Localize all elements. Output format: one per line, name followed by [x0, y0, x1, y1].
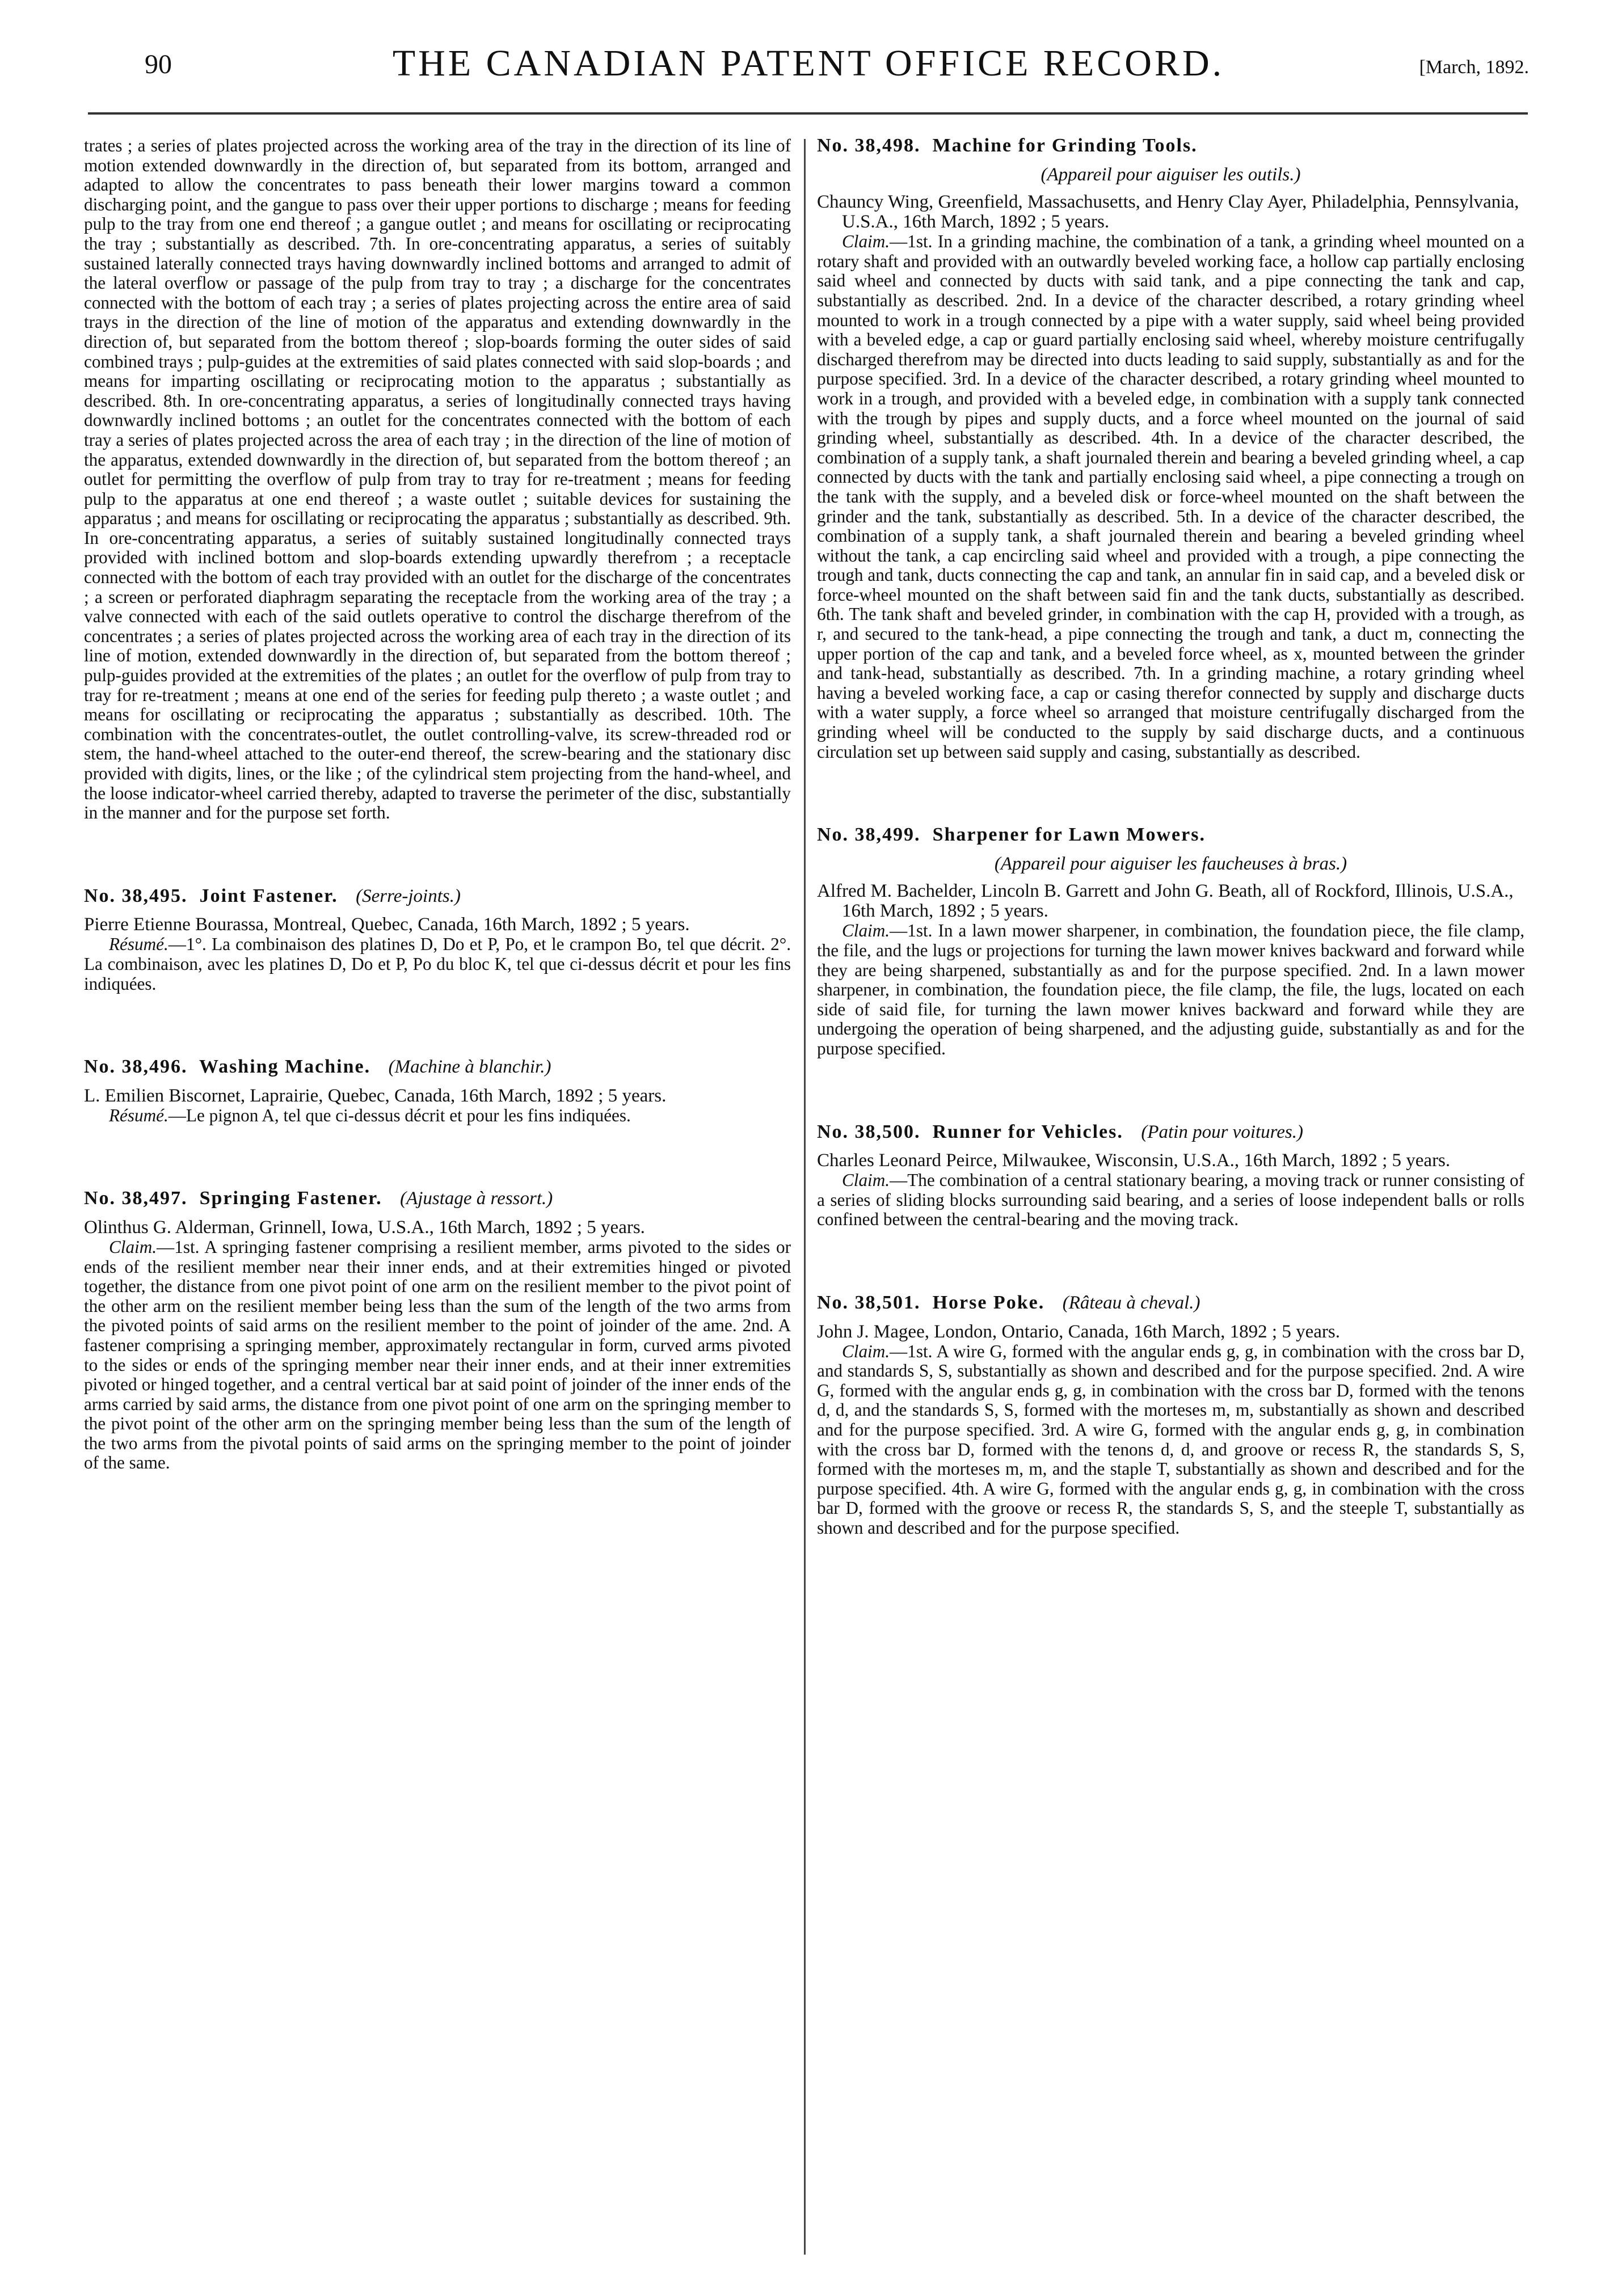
patent-entry-38497 [84, 1189, 791, 1473]
claim-text: —1st. A springing fastener comprising a resilient member, arms pivoted to the sides or ends of the resilient member near their inner ends, and at their extremities hinged or pivoted together, the distance from one pivot point of one arm on the resilient member to the pivot point of the other arm on the resilient member being less than the sum of the length of the two arms from the pivoted points of said arms on the resilient member to the point of joinder of the ame. 2nd. A fastener comprising a springing member, approximately rectangular in form, curved arms pivoted to the sides or ends of the springing member near their inner ends, and at their inner extremities pivoted or hinged together, and a central vertical bar at said point of joinder of the inner ends of the arms carried by said arms, the distance from one pivot point of one arm on the springing member to the pivot point of the other arm on the springing member being less than the sum of the length of the two arms from the pivotal points of said arms on the springing member to the point of joinder of the same. [84, 1236, 791, 1473]
claim-text: —1st. In a lawn mower sharpener, in combination, the foundation piece, the file clamp, the file, and the lugs or projections for turning the lawn mower knives backward and forward while they are being sharpened, substantially as and for the purpose specified. 2nd. In a lawn mower sharpener, in combination, the foundation piece, the file clamp, the file, the lugs, located on each side of said file, for turning the lawn mower knives backward and forward while they are undergoing the operation of being sharpened, and the adjusting guide, substantially as and for the purpose specified. [817, 921, 1524, 1058]
inventor-line: Charles Leonard Peirce, Milwaukee, Wisconsin, U.S.A., 16th March, 1892 ; 5 years. [817, 1150, 1451, 1171]
page-number: 90 [145, 49, 172, 79]
claim-label: Claim. [842, 921, 890, 941]
inventor-line: Olinthus G. Alderman, Grinnell, Iowa, U.S.A., 16th March, 1892 ; 5 years. [84, 1217, 645, 1238]
page-header [88, 42, 1529, 87]
claim-paragraph [817, 232, 1524, 762]
claim-label: Claim. [109, 1236, 157, 1257]
inventor-line: Alfred M. Bachelder, Lincoln B. Garrett and John G. Beath, all of Rockford, Illinois, U.S.A., 16th March, 1892 ; 5 years. [817, 881, 1514, 922]
patent-title: Springing Fastener. [199, 1188, 382, 1209]
patent-title: Machine for Grinding Tools. [932, 135, 1198, 156]
entry-heading [817, 1122, 1524, 1142]
entry-heading [817, 825, 1524, 845]
claim-text: —1°. La combinaison des platines D, Do et P, Po, et le crampon Bo, tel que décrit. 2°. La combinaison, avec les platines D, Do et P, Po du bloc K, tel que ci-dessus décrit et pour les fins indiquées. [84, 934, 791, 994]
patent-entry-38499 [817, 825, 1524, 1058]
claim-label: Claim. [842, 231, 890, 252]
patent-entry-38495 [84, 887, 791, 994]
entry-spacer [817, 1230, 1524, 1293]
french-title: (Ajustage à ressort.) [400, 1188, 553, 1209]
patent-title: Horse Poke. [932, 1291, 1045, 1313]
entry-spacer [817, 1059, 1524, 1122]
patent-entry-38500 [817, 1122, 1524, 1230]
running-title: THE CANADIAN PATENT OFFICE RECORD. [392, 43, 1225, 84]
entry-spacer [817, 762, 1524, 825]
french-title: (Râteau à cheval.) [1062, 1292, 1200, 1313]
claim-paragraph [817, 921, 1524, 1058]
patent-number: No. 38,497. [84, 1188, 188, 1209]
patent-title: Joint Fastener. [199, 885, 338, 906]
entry-spacer [84, 994, 791, 1057]
french-title: (Appareil pour aiguiser les faucheuses à bras.) [994, 853, 1347, 874]
patent-title: Washing Machine. [199, 1056, 371, 1078]
claim-paragraph [84, 1238, 791, 1473]
patent-number: No. 38,498. [817, 135, 921, 156]
entry-spacer [84, 1125, 791, 1189]
entry-heading [817, 136, 1524, 156]
patent-number: No. 38,500. [817, 1121, 921, 1142]
french-title: (Appareil pour aiguiser les outils.) [1040, 164, 1301, 185]
claim-label: Claim. [842, 1170, 890, 1191]
patent-entry-38496 [84, 1057, 791, 1125]
header-rule [88, 112, 1528, 115]
claim-text: —The combination of a central stationary bearing, a moving track or runner consisting of a series of sliding blocks surrounding said bearing, and a series of loose independent balls or rolls confined between the central-bearing and the moving track. [817, 1170, 1524, 1230]
patent-entry-38501 [817, 1293, 1524, 1538]
claim-label: Claim. [842, 1341, 890, 1361]
claim-text: —1st. In a grinding machine, the combination of a tank, a grinding wheel mounted on a rotary shaft and provided with an outwardly beveled working face, a hollow cap partially enclosing said wheel and connected by ducts with said tank, and a pipe connecting the tank and cap, substantially as described. 2nd. In a device of the character described, a rotary grinding wheel mounted to work in a trough connected by a pipe with a water supply, said wheel being provided with a beveled edge, a cap or guard partially enclosing said wheel, whereby moisture centrifugally discharged therefrom may be directed into ducts leading to said supply, substantially as and for the purpose specified. 3rd. In a device of the character described, a rotary grinding wheel mounted to work in a trough, and provided with a beveled edge, in combination with a supply tank connected with the trough by pipes and supply ducts, and a force wheel mounted on the journal of said grinding wheel, substantially as described. 4th. In a device of the character described, the combination of a supply tank, a shaft journaled therein and bearing a beveled grinding wheel, a cap connected by ducts with the tank and partially enclosing said wheel, a pipe connecting a trough on the tank with the supply, and a beveled disk or force-wheel mounted on the shaft between the grinder and the tank, substantially as described. 5th. In a device of the character described, the combination of a supply tank, a shaft journaled therein and bearing a beveled grinding wheel without the tank, a cap encircling said wheel and provided with a trough, a pipe connecting the trough and tank, ducts connecting the cap and tank, an annular fin in said cap, and a beveled disk or force-wheel mounted on the shaft between said fin and the tank ducts, substantially as described. 6th. The tank shaft and beveled grinder, in combination with the cap H, provided with a trough, as r, and secured to the tank-head, a pipe connecting the trough and tank, a duct m, connecting the upper portion of the cap and tank, and a beveled force wheel, as x, mounted between the grinder and tank-head, substantially as described. 7th. In a grinding machine, a rotary grinding wheel having a beveled working face, a cap or casing therefor connected by supply and discharge ducts with a water supply, a force wheel so arranged that moisture centrifugally discharged from the grinding wheel will be conducted to the supply by said discharge ducts, and a continuous circulation set up between said supply and casing, substantially as described. [817, 231, 1524, 762]
claim-text: —1st. A wire G, formed with the angular ends g, g, in combination with the cross bar D, and standards S, S, substantially as shown and described and for the purpose specified. 2nd. A wire G, formed with the angular ends g, g, in combination with the cross bar D, formed with the tenons d, d, and the standards S, S, formed with the morteses m, m, substantially as shown and described and for the purpose specified. 3rd. A wire G, formed with the angular ends g, g, in combination with the cross bar D, formed with the tenons d, d, and groove or recess R, the standards S, S, formed with the morteses m, m, and the staple T, substantially as shown and described and for the purpose specified. 4th. A wire G, formed with the angular ends g, g, in combination with the cross bar D, formed with the groove or recess R, the standards S, S, and the steeple T, substantially as shown and described and for the purpose specified. [817, 1341, 1524, 1538]
column-divider [804, 139, 806, 2255]
entry-spacer [84, 823, 791, 887]
entry-heading [84, 887, 791, 906]
claim-label: Résumé. [109, 1105, 168, 1125]
patent-title: Sharpener for Lawn Mowers. [932, 824, 1206, 846]
right-column [817, 136, 1524, 1538]
patent-number: No. 38,495. [84, 885, 188, 906]
claim-paragraph [84, 935, 791, 994]
left-column [84, 136, 791, 1473]
inventor-line: Chauncy Wing, Greenfield, Massachusetts, and Henry Clay Ayer, Philadelphia, Pennsylvania, U.S.A., 16th March, 1892 ; 5 years. [817, 192, 1519, 233]
inventor-line: Pierre Etienne Bourassa, Montreal, Quebec, Canada, 16th March, 1892 ; 5 years. [84, 914, 690, 935]
claim-paragraph [84, 1106, 791, 1126]
french-title: (Patin pour voitures.) [1141, 1121, 1303, 1142]
french-title: (Serre-joints.) [356, 885, 461, 906]
patent-number: No. 38,501. [817, 1291, 921, 1313]
patent-entry-38498 [817, 136, 1524, 762]
patent-number: No. 38,496. [84, 1056, 188, 1078]
claim-paragraph [817, 1171, 1524, 1230]
french-title: (Machine à blanchir.) [388, 1057, 551, 1078]
inventor-line: John J. Magee, London, Ontario, Canada, 16th March, 1892 ; 5 years. [817, 1321, 1340, 1342]
patent-title: Runner for Vehicles. [932, 1121, 1123, 1142]
entry-heading [817, 1293, 1524, 1313]
issue-date: [March, 1892. [1419, 57, 1529, 78]
continued-claim-text: trates ; a series of plates projected across the working area of the tray in the direction of its line of motion extended downwardly in the direction of, but separated from its bottom, arranged and adapted to allow the concentrates to pass beneath their lower margins toward a common discharging point, and the gangue to pass over their upper portions to discharge ; means for feeding pulp to the tray from one end thereof ; a gangue outlet ; and means for oscillating or reciprocating the tray ; substantially as described. 7th. In ore-concentrating apparatus, a series of suitably sustained laterally connected trays having downwardly inclined bottoms and arranged to admit of the lateral overflow or passage of the pulp from tray to tray ; a discharge for the concentrates connected with the bottom of each tray ; a series of plates projecting across the entire area of said trays in the direction of the line of motion of the apparatus and extending downwardly in the direction of, but separated from the bottom thereof ; slop-boards forming the outer sides of said combined trays ; pulp-guides at the extremities of said plates connected with said slop-boards ; and means for imparting oscillating or reciprocating motion to the apparatus ; substantially as described. 8th. In ore-concentrating apparatus, a series of longitudinally connected trays having downwardly inclined bottoms ; an outlet for the concentrates connected with the bottom of each tray a series of plates projected across the area of each tray ; in the direction of the line of motion of the apparatus, extended downwardly in the direction of, but separated from the bottom thereof ; an outlet for permitting the overflow of pulp from tray to tray for re-treatment ; means for feeding pulp to the apparatus at one end thereof ; a waste outlet ; suitable devices for sustaining the apparatus ; and means for oscillating or reciprocating the apparatus ; substantially as described. 9th. In ore-concentrating apparatus, a series of suitably sustained longitudinally connected trays provided with inclined bottom and slop-boards extending upwardly therefrom ; a receptacle connected with the bottom of each tray provided with an outlet for the discharge of the concentrates ; a screen or perforated diaphragm separating the receptacle from the working area of the tray ; a valve connected with each of the said outlets operative to control the discharge therefrom of the concentrates ; a series of plates projected across the working area of each tray in the direction of its line of motion, extended downwardly in the direction of, but separated from the bottom thereof ; pulp-guides provided at the extremities of the plates ; an outlet for the overflow of pulp from tray to tray for re-treatment ; means at one end of the series for feeding pulp thereto ; a waste outlet ; and means for oscillating or reciprocating the apparatus ; substantially as described. 10th. The combination with the concentrates-outlet, the outlet controlling-valve, its screw-threaded rod or stem, the hand-wheel attached to the outer-end thereof, the screw-bearing and the stationary disc provided with digits, lines, or the like ; of the cylindrical stem projecting from the hand-wheel, and the loose indicator-wheel carried thereby, adapted to traverse the perimeter of the disc, substantially in the manner and for the purpose set forth. [84, 136, 791, 823]
inventor-line: L. Emilien Biscornet, Laprairie, Quebec, Canada, 16th March, 1892 ; 5 years. [84, 1085, 667, 1106]
claim-paragraph [817, 1342, 1524, 1538]
entry-heading [84, 1189, 791, 1209]
claim-text: —Le pignon A, tel que ci-dessus décrit et pour les fins indiquées. [168, 1105, 631, 1125]
claim-label: Résumé. [109, 934, 168, 955]
patent-number: No. 38,499. [817, 824, 921, 846]
entry-heading [84, 1057, 791, 1077]
